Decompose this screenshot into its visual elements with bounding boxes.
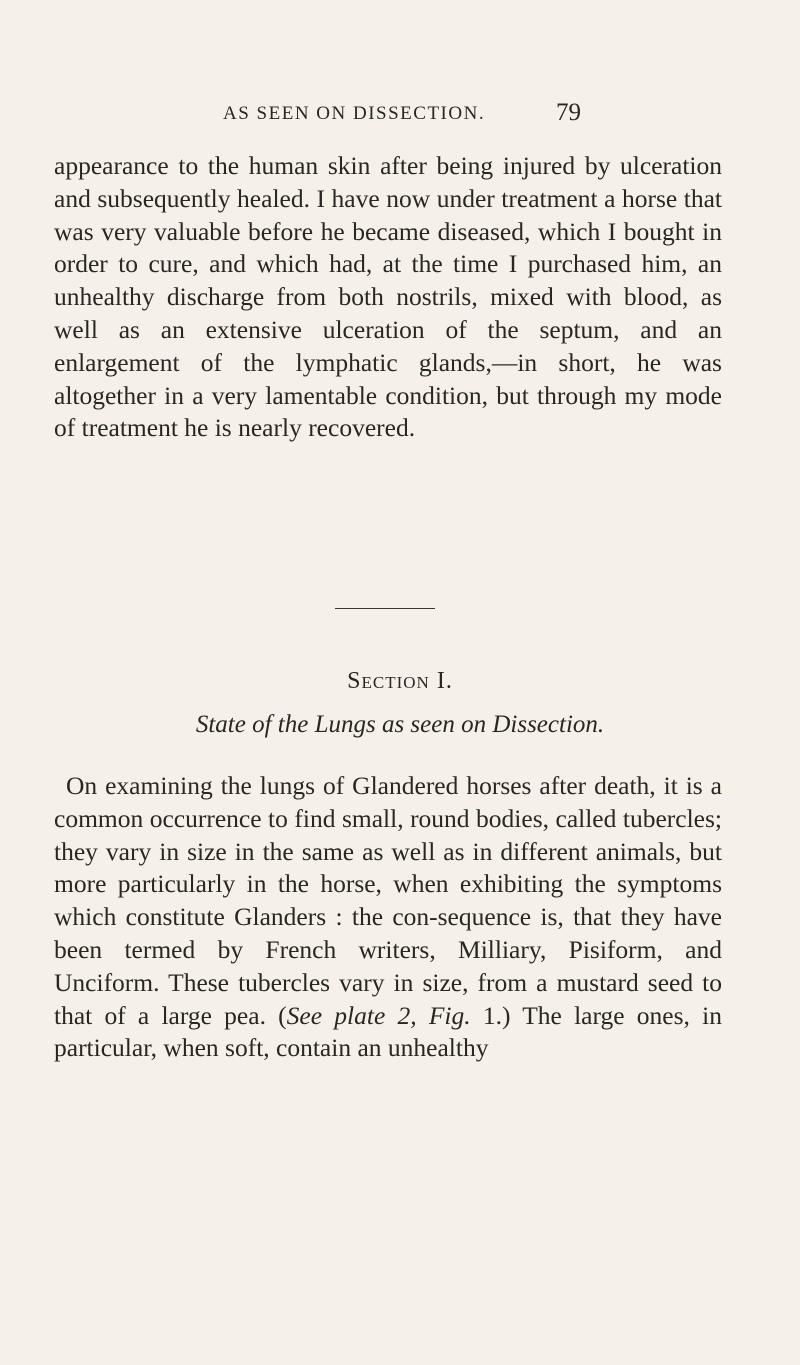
plate-reference: See plate 2, Fig. <box>286 1000 471 1030</box>
section-subtitle: State of the Lungs as seen on Dissection. <box>195 711 605 738</box>
paragraph-text-after-reference: 1.) The large ones, in particular, when soft, contain an unhealthy <box>54 1000 722 1063</box>
page-number: 79 <box>556 99 581 126</box>
running-title: AS SEEN ON DISSECTION. <box>223 103 486 124</box>
section-divider-rule <box>335 608 435 609</box>
section-heading: Section I. <box>347 668 453 694</box>
running-head <box>0 99 800 133</box>
paragraph-continued <box>54 150 722 445</box>
paragraph-text: appearance to the human skin after being injured by ulceration and subsequently healed. I have now under treatment a horse that was very valuable before he became diseased, which I bought in order to cure, and which had, at the time I purchased him, an unhealthy discharge from both nostrils, mixed with blood, as well as an extensive ulceration of the septum, and an enlargement of the lymphatic glands,—in short, he was altogether in a very lamentable condition, but through my mode of treatment he is nearly recovered. <box>54 151 722 443</box>
paragraph-section-body <box>54 770 722 1065</box>
paragraph-text <box>54 770 722 1065</box>
paragraph-text-before-reference: On examining the lungs of Glandered horses after death, it is a common occurrence to find small, round bodies, called tubercles; they vary in size in the same as well as in different animals, but more particularly in the horse, when exhibiting the symptoms which constitute Glanders : the con-sequence is, that they have been termed by French writers, Milliary, Pisiform, and Unciform. These tubercles vary in size, from a mustard seed to that of a large pea. ( <box>54 771 722 1030</box>
